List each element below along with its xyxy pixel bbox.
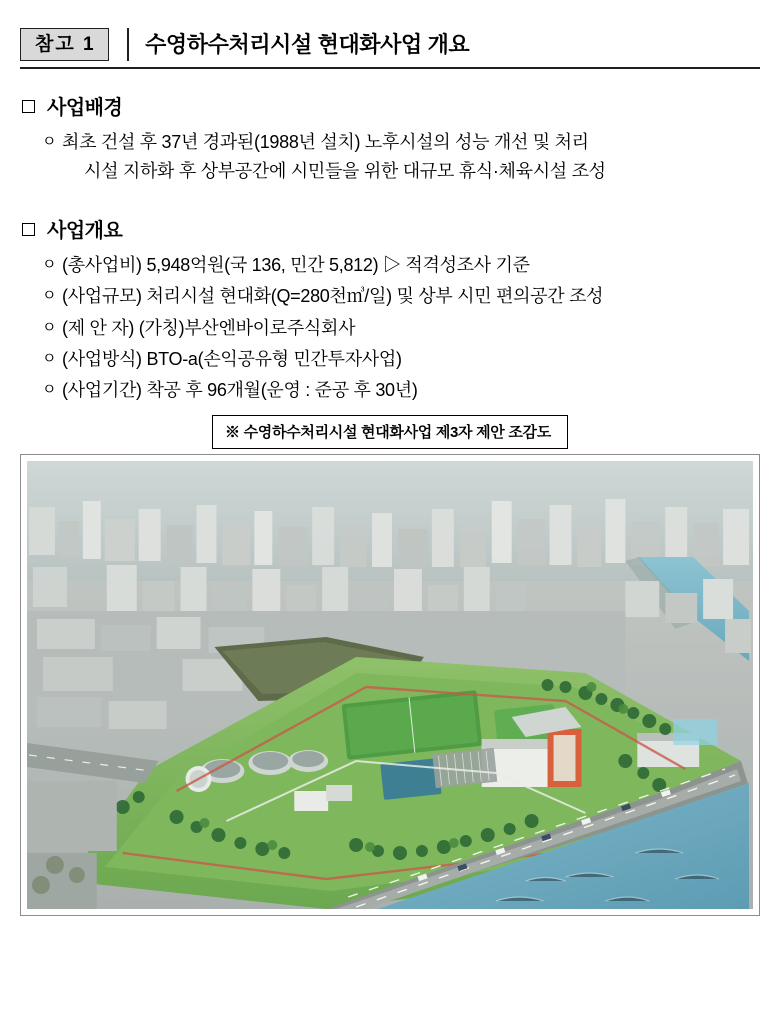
circle-bullet-icon: ㅇ: [42, 256, 57, 274]
section-overview-list: [20, 251, 760, 405]
list-item: [20, 314, 760, 343]
section-overview-heading: [22, 214, 760, 243]
circle-bullet-icon: ㅇ: [42, 349, 57, 367]
circle-bullet-icon: ㅇ: [42, 287, 57, 305]
background-paragraph: [62, 128, 760, 186]
figure-caption: ※ 수영하수처리시설 현대화사업 제3자 제안 조감도: [212, 415, 568, 449]
list-item: [20, 376, 760, 405]
circle-bullet-icon: ㅇ: [42, 380, 57, 398]
aerial-rendering-svg: [27, 461, 753, 909]
list-item: [20, 345, 760, 374]
background-line-1: 최초 건설 후 37년 경과된(1988년 설치) 노후시설의 성능 개선 및 처리: [62, 132, 589, 152]
circle-bullet-icon: ㅇ: [42, 133, 57, 150]
header-divider: [127, 28, 130, 61]
figure-block: [20, 415, 760, 916]
figure-caption-wrap: [20, 415, 760, 449]
circle-bullet-icon: ㅇ: [42, 318, 57, 336]
list-item: [20, 282, 760, 311]
square-bullet-icon: [22, 223, 35, 236]
overview-method: (사업방식) BTO-a(손익공유형 민간투자사업): [62, 348, 402, 369]
reference-badge: 참고 1: [20, 28, 109, 61]
list-item: [20, 128, 760, 186]
overview-proposer: (제 안 자) (가칭)부산엔바이로주식회사: [62, 317, 356, 338]
overview-total-cost: (총사업비) 5,948억원(국 136, 민간 5,812) ▷ 적격성조사 기준: [62, 255, 530, 276]
list-item: [20, 251, 760, 280]
section-background-list: [20, 128, 760, 186]
section-background-title: 사업배경: [47, 97, 123, 119]
section-background: [20, 91, 760, 186]
section-background-heading: [22, 91, 760, 120]
figure-frame: [20, 454, 760, 916]
section-overview: [20, 214, 760, 405]
aerial-rendering-image: [27, 461, 753, 909]
square-bullet-icon: [22, 100, 35, 113]
section-overview-title: 사업개요: [47, 220, 123, 243]
page-header: [20, 28, 760, 69]
overview-project-scale: (사업규모) 처리시설 현대화(Q=280천㎥/일) 및 상부 시민 편의공간 조성: [62, 286, 604, 307]
overview-period: (사업기간) 착공 후 96개월(운영 : 준공 후 30년): [62, 379, 418, 400]
background-line-2: 시설 지하화 후 상부공간에 시민들을 위한 대규모 휴식·체육시설 조성: [84, 161, 606, 182]
page-title: 수영하수처리시설 현대화사업 개요: [145, 31, 470, 57]
